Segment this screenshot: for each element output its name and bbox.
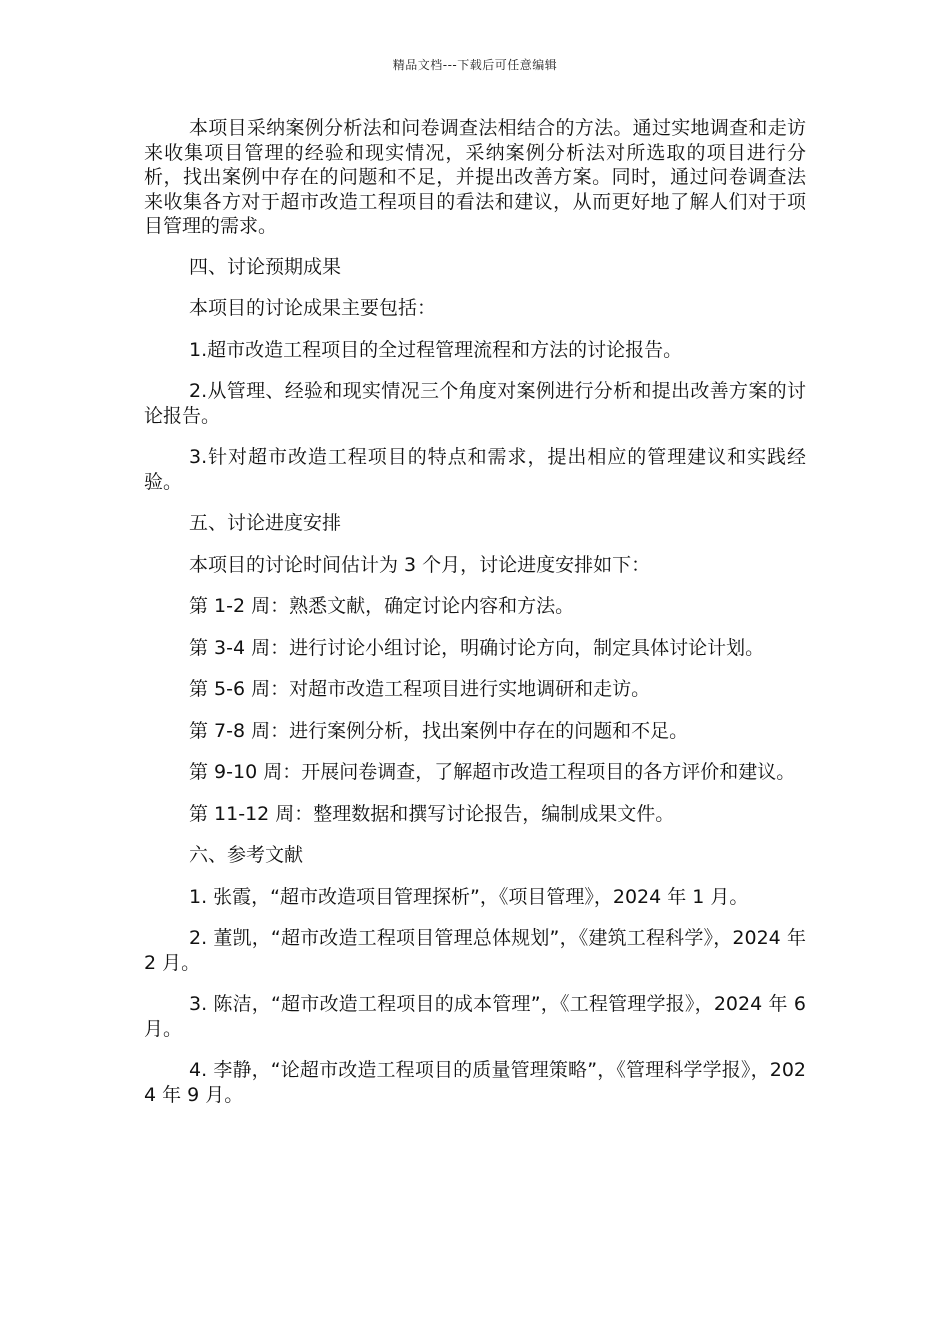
result-item-1: 1.超市改造工程项目的全过程管理流程和方法的讨论报告。 <box>189 338 683 361</box>
document-body <box>144 116 806 1124</box>
section-heading-references: 六、参考文献 <box>189 844 304 866</box>
schedule-item-weeks-11-12: 第 11-12 周：整理数据和撰写讨论报告，编制成果文件。 <box>189 802 675 825</box>
reference-item-1: 1. 张霞，“超市改造项目管理探析”，《项目管理》，2024 年 1 月。 <box>189 885 749 908</box>
schedule-item-weeks-7-8: 第 7-8 周：进行案例分析，找出案例中存在的问题和不足。 <box>189 719 689 742</box>
reference-item-4: 4. 李静，“论超市改造工程项目的质量管理策略”，《管理科学学报》，2024 年 9 月。 <box>144 1059 806 1106</box>
section-heading-schedule: 五、讨论进度安排 <box>189 512 342 534</box>
methodology-paragraph: 本项目采纳案例分析法和问卷调查法相结合的方法。通过实地调查和走访来收集项目管理的经验和现实情况，采纳案例分析法对所选取的项目进行分析，找出案例中存在的问题和不足，并提出改善方案。同时，通过问卷调查法来收集各方对于超市改造工程项目的看法和建议，从而更好地了解人们对于项目管理的需求。 <box>144 117 806 237</box>
result-item-3: 3.针对超市改造工程项目的特点和需求，提出相应的管理建议和实践经验。 <box>144 446 806 493</box>
schedule-item-weeks-1-2: 第 1-2 周：熟悉文献，确定讨论内容和方法。 <box>189 595 575 617</box>
schedule-item-weeks-5-6: 第 5-6 周：对超市改造工程项目进行实地调研和走访。 <box>189 678 651 700</box>
reference-item-3: 3. 陈洁，“超市改造工程项目的成本管理”，《工程管理学报》，2024 年 6 月。 <box>144 993 806 1040</box>
result-item-2: 2.从管理、经验和现实情况三个角度对案例进行分析和提出改善方案的讨论报告。 <box>144 380 806 427</box>
schedule-item-weeks-9-10: 第 9-10 周：开展问卷调查，了解超市改造工程项目的各方评价和建议。 <box>189 761 796 783</box>
results-intro: 本项目的讨论成果主要包括： <box>189 297 437 319</box>
schedule-item-weeks-3-4: 第 3-4 周：进行讨论小组讨论，明确讨论方向，制定具体讨论计划。 <box>189 636 765 659</box>
schedule-intro: 本项目的讨论时间估计为 3 个月，讨论进度安排如下： <box>189 553 651 576</box>
page-header: 精品文档---下载后可任意编辑 <box>392 58 558 72</box>
section-heading-expected-results: 四、讨论预期成果 <box>189 255 342 278</box>
reference-item-2: 2. 董凯，“超市改造工程项目管理总体规划”，《建筑工程科学》，2024 年 2 月。 <box>144 927 806 974</box>
